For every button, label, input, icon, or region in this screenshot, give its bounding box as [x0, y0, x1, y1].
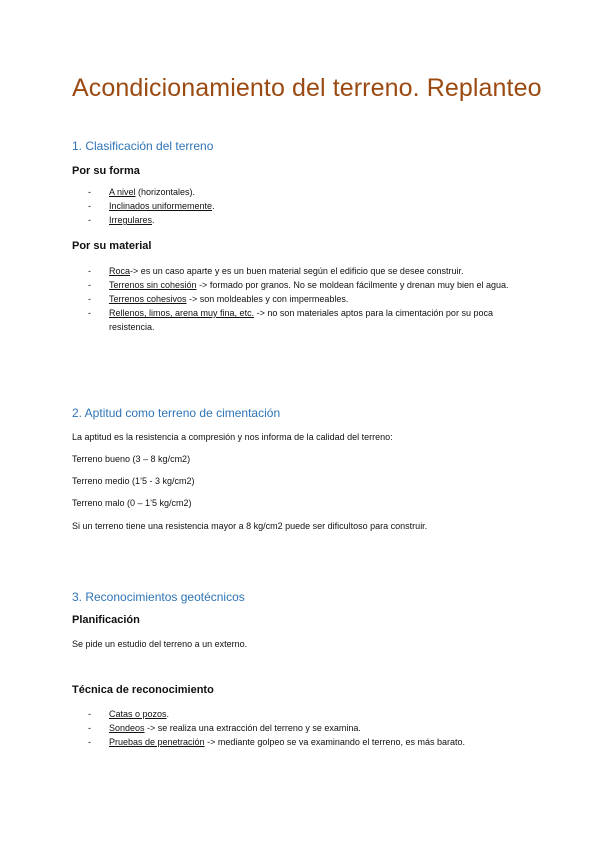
- document-title: Acondicionamiento del terreno. Replanteo: [72, 74, 542, 102]
- list-item: [88, 721, 528, 735]
- list-item-term: Terrenos sin cohesión: [109, 280, 197, 290]
- paragraph: La aptitud es la resistencia a compresión y nos informa de la calidad del terreno:: [72, 432, 393, 442]
- list-item: [88, 213, 528, 227]
- list-item-text: .: [166, 709, 170, 719]
- list-item-term: Terrenos cohesivos: [109, 294, 187, 304]
- list-item: [88, 292, 528, 306]
- list-item-text: .: [212, 201, 215, 211]
- list-item-text: -> es un caso aparte y es un buen material según el edificio que se desee construir.: [130, 266, 464, 276]
- material-list: [88, 264, 528, 334]
- paragraph: Terreno malo (0 – 1’5 kg/cm2): [72, 498, 192, 508]
- list-item-text: -> formado por granos. No se moldean fácilmente y drenan muy bien el agua.: [196, 280, 509, 290]
- list-item: [88, 264, 528, 278]
- list-item: [88, 199, 528, 213]
- list-item-term: Irregulares: [109, 215, 153, 225]
- paragraph: Si un terreno tiene una resistencia mayor a 8 kg/cm2 puede ser dificultoso para construir.: [72, 521, 428, 531]
- planificacion-heading: Planificación: [72, 614, 140, 626]
- section-3-heading: 3. Reconocimientos geotécnicos: [72, 590, 245, 604]
- forma-heading: Por su forma: [72, 165, 140, 177]
- list-item-text: -> no son materiales aptos para la cimentación por su poca resistencia.: [109, 308, 493, 332]
- tecnica-heading: Técnica de reconocimiento: [72, 684, 214, 696]
- list-item: [88, 185, 528, 199]
- list-item-term: Inclinados uniformemente: [109, 201, 213, 211]
- paragraph: Terreno medio (1’5 - 3 kg/cm2): [72, 476, 195, 486]
- list-item-text: -> son moldeables y con impermeables.: [186, 294, 349, 304]
- forma-list: [88, 185, 528, 227]
- list-item-text: .: [152, 215, 155, 225]
- tecnica-list: [88, 707, 528, 749]
- list-item-term: Rellenos, limos, arena muy fina, etc.: [109, 308, 255, 318]
- list-item-term: Sondeos: [109, 723, 145, 733]
- paragraph: Se pide un estudio del terreno a un externo.: [72, 639, 248, 649]
- list-item-term: Pruebas de penetración: [109, 737, 205, 747]
- list-item: [88, 278, 528, 292]
- list-item: [88, 707, 528, 721]
- list-item-text: -> mediante golpeo se va examinando el terreno, es más barato.: [204, 737, 465, 747]
- material-heading: Por su material: [72, 240, 152, 252]
- paragraph: Terreno bueno (3 – 8 kg/cm2): [72, 454, 191, 464]
- list-item-term: A nivel: [109, 187, 136, 197]
- list-item-text: -> se realiza una extracción del terreno y se examina.: [144, 723, 361, 733]
- section-1-heading: 1. Clasificación del terreno: [72, 139, 214, 153]
- list-item-term: Catas o pozos: [109, 709, 167, 719]
- list-item-text: (horizontales).: [135, 187, 196, 197]
- list-item-term: Roca: [109, 266, 131, 276]
- section-2-heading: 2. Aptitud como terreno de cimentación: [72, 406, 281, 420]
- list-item: [88, 735, 528, 749]
- list-item: [88, 306, 528, 334]
